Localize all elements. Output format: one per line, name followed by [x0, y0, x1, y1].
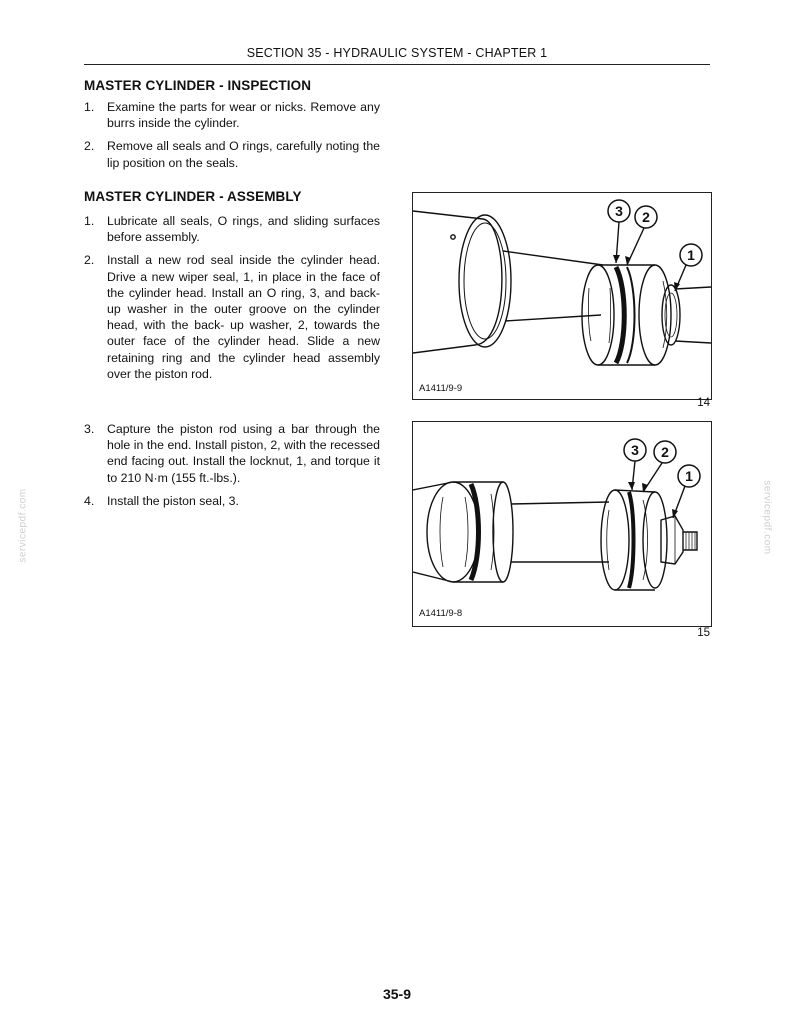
assembly-section-continued	[84, 421, 380, 516]
figure-number: 14	[697, 397, 710, 409]
cylinder-head-illustration	[413, 193, 711, 399]
figure-14	[412, 192, 712, 400]
callout-2: 2	[642, 209, 650, 225]
step-number: 1.	[84, 214, 95, 228]
step-text: Remove all seals and O rings, carefully noting the lip position on the seals.	[107, 139, 380, 170]
watermark-left: servicepdf.com	[17, 488, 29, 563]
figure-15	[412, 421, 712, 627]
assembly-section	[84, 189, 380, 389]
watermark-right: servicepdf.com	[761, 480, 773, 555]
assembly-heading: MASTER CYLINDER - ASSEMBLY	[84, 189, 302, 204]
callout-3: 3	[615, 203, 623, 219]
callout-2: 2	[661, 444, 669, 460]
inspection-section	[84, 78, 380, 178]
step-text: Capture the piston rod using a bar through the hole in the end. Install piston, 2, with the recessed end facing out. Install the locknut, 1, and torque it to 210 N·m (155 ft.-lbs.).	[107, 422, 380, 485]
step-text: Examine the parts for wear or nicks. Remove any burrs inside the cylinder.	[107, 100, 380, 131]
inspection-steps	[84, 99, 380, 171]
step-number: 4.	[84, 493, 95, 508]
assembly-step	[84, 252, 380, 382]
callout-3: 3	[631, 442, 639, 458]
running-header: SECTION 35 - HYDRAULIC SYSTEM - CHAPTER 1	[246, 46, 548, 60]
step-number: 3.	[84, 422, 95, 436]
piston-illustration	[413, 422, 711, 626]
step-number: 2.	[84, 253, 95, 268]
figure-number: 15	[697, 627, 710, 639]
step-text: Lubricate all seals, O rings, and sliding surfaces before assembly.	[107, 214, 380, 245]
inspection-step	[84, 99, 380, 131]
inspection-step	[84, 138, 380, 170]
step-text: Install the piston seal, 3.	[107, 493, 239, 508]
figure-code: A1411/9-9	[419, 383, 463, 394]
header-rule	[84, 64, 710, 65]
assembly-step	[84, 493, 380, 509]
inspection-heading: MASTER CYLINDER - INSPECTION	[84, 78, 312, 93]
assembly-step	[84, 421, 380, 486]
step-number: 1.	[84, 100, 95, 114]
callout-1: 1	[685, 468, 693, 484]
assembly-steps-continued	[84, 421, 380, 509]
figure-code: A1411/9-8	[419, 608, 463, 619]
assembly-step	[84, 213, 380, 245]
assembly-steps	[84, 213, 380, 382]
step-number: 2.	[84, 139, 95, 154]
step-text: Install a new rod seal inside the cylinder head. Drive a new wiper seal, 1, in place in the face of the cylinder head. Install an O ring, 3, and back-up washer in the outer groove on the cylinder head, with the back- up washer, 2, towards the outer face of the cylinder head. Slide a new retaining ring and the cylinder head assembly over the piston rod.	[107, 253, 380, 381]
page-number: 35-9	[382, 986, 412, 1002]
callout-1: 1	[687, 247, 695, 263]
